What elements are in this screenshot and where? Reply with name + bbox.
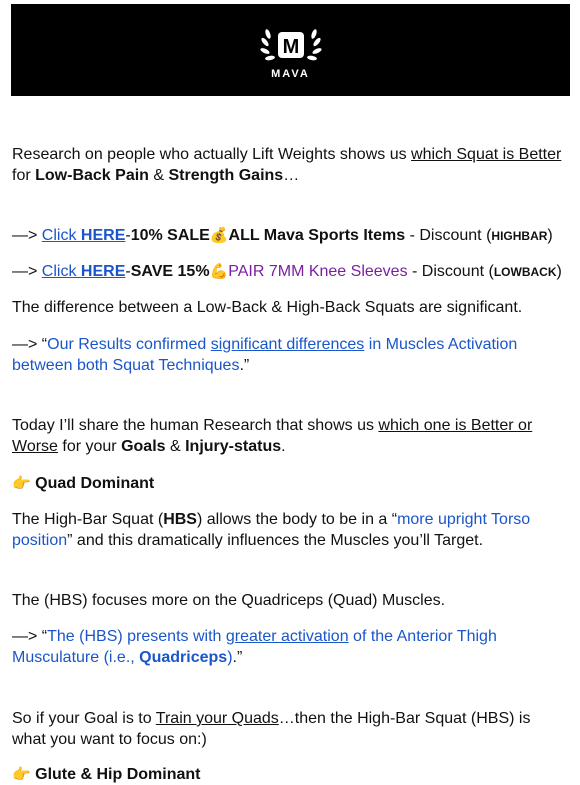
quote2-paren: ) <box>227 649 233 666</box>
goals-text: Goals <box>121 438 166 455</box>
promo1-code: HIGHBAR <box>491 229 548 243</box>
arrow-text: —> “ <box>12 336 48 353</box>
mava-logo[interactable] <box>256 24 326 84</box>
difference-paragraph: The difference between a Low-Back & High-Back Squats are significant. <box>12 299 523 316</box>
hbs-abbrev: HBS <box>163 511 197 528</box>
quote1-text: Our Results confirmed <box>47 336 211 353</box>
quote2-paragraph <box>12 626 568 668</box>
glute-dominant-heading <box>12 764 568 785</box>
arrow-text: —> <box>12 263 42 280</box>
period-text: . <box>281 438 286 455</box>
hbs-text: The High-Bar Squat ( <box>12 511 164 528</box>
close-paren: ) <box>547 227 553 244</box>
intro-paragraph <box>12 144 568 186</box>
intro-text: Research on people who actually Lift Weights shows us <box>12 146 412 163</box>
amp-text: & <box>148 167 169 184</box>
promo1-sale-text: 10% SALE <box>130 227 210 244</box>
promo-line-2 <box>12 261 568 283</box>
quote1-paragraph <box>12 334 568 376</box>
promo1-click-link[interactable]: Click HERE <box>41 227 126 244</box>
quote2-text-2: of the Anterior Thigh Musculature (i.e., <box>12 628 497 666</box>
pointing-hand-icon: 👉 <box>12 766 31 783</box>
train-quads-link[interactable]: Train your Quads <box>155 710 279 727</box>
today-text: Today I’ll share the human Research that shows us <box>12 417 379 434</box>
amp-text: & <box>165 438 186 455</box>
intro-text-2: for <box>12 167 36 184</box>
discount-text: - Discount ( <box>405 227 492 244</box>
promo2-click-link[interactable]: Click HERE <box>41 263 126 280</box>
promo1-items-text: ALL Mava Sports Items <box>228 227 406 244</box>
today-paragraph <box>12 415 568 457</box>
intro-link[interactable]: which Squat is Better <box>411 146 562 163</box>
promo2-items-text: PAIR 7MM Knee Sleeves <box>228 263 408 280</box>
better-worse-link[interactable]: which one is Better or Worse <box>12 417 533 455</box>
strength-gains-text: Strength Gains <box>168 167 284 184</box>
quad-dominant-heading <box>12 473 568 494</box>
ellipsis-text: … <box>283 167 300 184</box>
significant-differences-link[interactable]: significant differences <box>210 336 365 353</box>
promo2-sale-text: SAVE 15% <box>130 263 210 280</box>
quote1-text-2: in Muscles Activation between both Squat Techniques <box>12 336 518 374</box>
dash-text: - <box>125 227 131 244</box>
laurel-m-icon <box>256 24 326 70</box>
focus-paragraph: The (HBS) focuses more on the Quadriceps (Quad) Muscles. <box>12 592 446 609</box>
low-back-pain-text: Low-Back Pain <box>35 167 149 184</box>
hbs-text-2: ) allows the body to be in a “ <box>196 511 398 528</box>
today-text-2: for your <box>57 438 122 455</box>
injury-status-text: Injury-status <box>185 438 282 455</box>
close-paren: ) <box>556 263 562 280</box>
arrow-text: —> <box>12 227 42 244</box>
money-bag-icon: 💰 <box>209 227 229 244</box>
hbs-paragraph <box>12 509 568 551</box>
discount-text: - Discount ( <box>407 263 494 280</box>
flexed-bicep-icon: 💪 <box>209 263 229 280</box>
dash-text: - <box>125 263 131 280</box>
logo-wordmark: MAVA <box>271 68 310 80</box>
quote2-text: The (HBS) presents with <box>47 628 226 645</box>
quote-end: .” <box>239 357 250 374</box>
upright-torso-link[interactable]: more upright Torso position <box>12 511 531 549</box>
greater-activation-link[interactable]: greater activation <box>225 628 349 645</box>
glute-heading-text: Glute & Hip Dominant <box>35 766 201 783</box>
svg-text:M: M <box>282 36 299 58</box>
goal-paragraph <box>12 708 568 750</box>
quad-heading-text: Quad Dominant <box>35 475 155 492</box>
email-header-banner <box>11 4 570 96</box>
promo2-code: LOWBACK <box>493 265 557 279</box>
hbs-text-3: ” and this dramatically influences the Muscles you’ll Target. <box>67 532 484 549</box>
goal-text-2: …then the High-Bar Squat (HBS) is what you want to focus on:) <box>12 710 531 748</box>
quote-end: .” <box>232 649 243 666</box>
quadriceps-text: Quadriceps <box>139 649 228 666</box>
promo-line-1 <box>12 225 568 247</box>
pointing-hand-icon: 👉 <box>12 475 31 492</box>
goal-text: So if your Goal is to <box>12 710 156 727</box>
arrow-text: —> “ <box>12 628 48 645</box>
